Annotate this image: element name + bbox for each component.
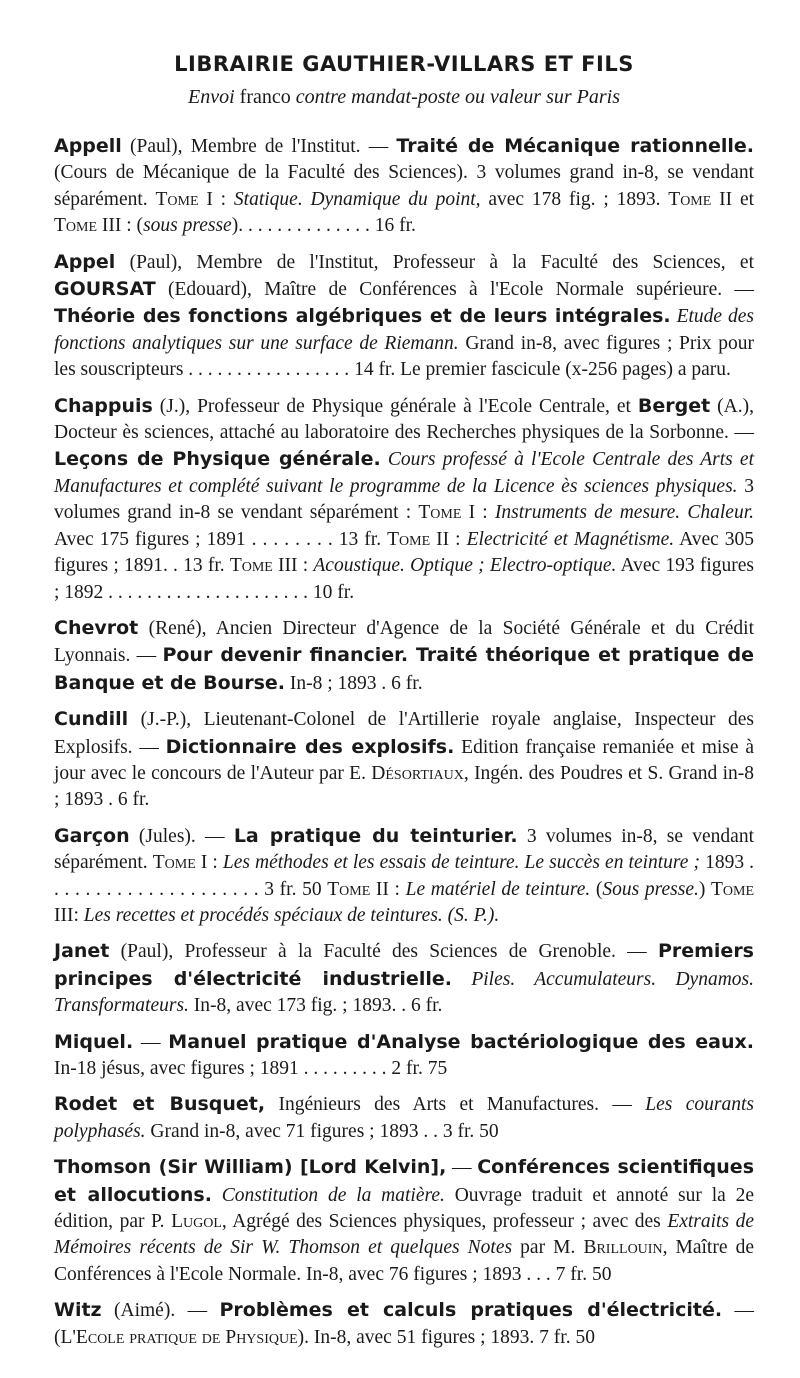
entry-text bbox=[452, 969, 471, 990]
author-name: Witz bbox=[54, 1299, 102, 1322]
entry-text: (J.-P.), Lieutenant-Colonel de l'Artillerie royale anglaise, Inspecteur des Explosifs. — bbox=[54, 709, 754, 758]
italic-text: Le matériel de teinture. bbox=[405, 878, 591, 900]
small-caps-text: Tome II bbox=[668, 188, 733, 210]
author-name: Appel bbox=[54, 250, 116, 273]
catalogue-entries bbox=[54, 133, 754, 1351]
small-caps-text: Tome III bbox=[229, 555, 298, 577]
entry-text: Avec 305 figures ; 1891. . bbox=[54, 528, 755, 577]
price: 13 fr. bbox=[338, 528, 382, 550]
entry-text bbox=[212, 1185, 222, 1206]
entry-text bbox=[381, 449, 388, 470]
entry-text: Grand in-8, avec figures ; Prix pour les souscripteurs . . . . . . . . . . . . . . . . . bbox=[54, 332, 754, 381]
publisher-heading: LIBRAIRIE GAUTHIER-VILLARS ET FILS bbox=[174, 52, 634, 76]
book-title: Conférences scientifiques et allocutions. bbox=[54, 1156, 755, 1206]
small-caps-text: Tome I bbox=[155, 188, 213, 210]
entry-text: ). In-8, avec 51 figures ; 1893. bbox=[297, 1326, 540, 1348]
author-name: GOURSAT bbox=[54, 278, 156, 301]
small-caps-text: Tome I bbox=[418, 502, 476, 524]
entry-text: — ( bbox=[54, 1300, 755, 1348]
franco-word: franco bbox=[239, 86, 291, 108]
entry-text: Grand in-8, avec 71 figures ; 1893 . . bbox=[145, 1120, 443, 1142]
entry-text: : ( bbox=[121, 215, 144, 237]
entry-text: (Cours de Mécanique de la Faculté des Sciences). 3 volumes grand in-8, se vendant séparément. bbox=[54, 162, 754, 210]
author-name: Janet bbox=[54, 940, 110, 963]
entry-text: , Ingén. des Poudres et S. Grand in-8 ; 1893 . bbox=[54, 762, 754, 811]
author-name: Chevrot bbox=[54, 616, 139, 639]
author-name: Rodet et Busquet, bbox=[54, 1093, 266, 1116]
price: 13 fr. bbox=[183, 555, 225, 577]
entry-text: 3 volumes in-8, se vendant séparément. bbox=[54, 825, 754, 874]
italic-text: Instruments de mesure. Chaleur. bbox=[494, 502, 755, 524]
catalogue-entry bbox=[54, 1154, 754, 1288]
entry-text: In-8, avec 173 fig. ; 1893. . bbox=[188, 995, 411, 1017]
book-title: Manuel pratique d'Analyse bactériologique des eaux. bbox=[168, 1030, 754, 1053]
entry-text: et bbox=[732, 188, 755, 210]
book-title: Traité de Mécanique rationnelle. bbox=[396, 135, 755, 157]
price: 6 fr. bbox=[391, 672, 423, 694]
entry-text: , Agrégé des Sciences physiques, professeur ; avec des bbox=[221, 1211, 668, 1233]
catalogue-entry bbox=[54, 938, 754, 1019]
small-caps-text: Tome I bbox=[152, 852, 208, 874]
book-title: Premiers principes d'électricité industrielle. bbox=[54, 940, 754, 990]
entry-text: : bbox=[297, 555, 314, 577]
italic-text: Les recettes et procédés spéciaux de teintures. (S. P.). bbox=[83, 904, 500, 926]
entry-text: ) bbox=[698, 878, 711, 900]
entry-text: (Edouard), Maître de Conférences à l'Ecole Normale supérieure. — bbox=[155, 279, 754, 301]
italic-text: sous presse bbox=[143, 215, 232, 237]
entry-text: (Jules). — bbox=[129, 825, 234, 847]
entry-text: (Paul), Professeur à la Faculté des Sciences de Grenoble. — bbox=[109, 941, 658, 963]
italic-text: Electricité et Magnétisme. bbox=[466, 528, 675, 550]
entry-text: ( bbox=[590, 878, 603, 900]
author-name: Thomson (Sir William) [Lord Kelvin], bbox=[54, 1156, 447, 1179]
entry-text: Le premier fascicule (x-256 pages) a paru. bbox=[395, 359, 731, 381]
small-caps-text: Désortiaux bbox=[371, 762, 464, 784]
entry-text: Avec 175 figures ; 1891 . . . . . . . . bbox=[54, 528, 339, 550]
entry-text: Ingénieurs des Arts et Manufactures. — bbox=[265, 1094, 646, 1116]
italic-text: Constitution de la matière. bbox=[221, 1184, 445, 1206]
italic-text: Les courants polyphasés. bbox=[54, 1094, 754, 1142]
author-name: Berget bbox=[637, 394, 711, 417]
entry-text: In-8 ; 1893 . bbox=[285, 672, 392, 694]
price: 16 fr. bbox=[374, 215, 416, 237]
entry-text: — bbox=[446, 1157, 478, 1179]
small-caps-text: Tome II bbox=[387, 528, 450, 550]
catalogue-entry bbox=[54, 393, 754, 606]
small-caps-text: Tome III bbox=[54, 878, 755, 926]
price: 6 fr. bbox=[117, 789, 150, 811]
author-name: Cundill bbox=[54, 708, 129, 731]
book-title: Leçons de Physique générale. bbox=[54, 448, 381, 471]
catalogue-entry bbox=[54, 133, 754, 240]
entry-text: : bbox=[388, 878, 406, 900]
entry-text: 1893 . . . . . . . . . . . . . . . . . . . . . bbox=[54, 852, 755, 900]
author-name: Appell bbox=[54, 135, 122, 157]
author-name: Garçon bbox=[54, 824, 130, 847]
book-title: Théorie des fonctions algébriques et de leurs intégrales. bbox=[54, 305, 671, 328]
entry-text: , Maître de Conférences à l'Ecole Normale. In-8, avec 76 figures ; 1893 . . . bbox=[54, 1237, 754, 1285]
small-caps-text: L'Ecole pratique de Physique bbox=[60, 1326, 298, 1348]
entry-text: Edition française remaniée et mise à jour avec le concours de l'Auteur par E. bbox=[54, 736, 754, 784]
catalogue-entry bbox=[54, 1091, 754, 1145]
small-caps-text: Tome II bbox=[327, 878, 389, 900]
entry-text: : bbox=[475, 502, 495, 524]
entry-text: : bbox=[73, 904, 84, 926]
italic-text: Sous presse. bbox=[602, 878, 699, 900]
italic-text: Cours professé à l'Ecole Centrale des Arts et Manufactures et complété suivant le programme de la Licence ès sciences physiques. bbox=[54, 449, 754, 497]
entry-text: (Paul), Membre de l'Institut, Professeur à la Faculté des Sciences, et bbox=[115, 251, 754, 273]
entry-text: (René), Ancien Directeur d'Agence de la Société Générale et du Crédit Lyonnais. — bbox=[54, 617, 754, 667]
entry-text: par M. bbox=[512, 1237, 584, 1259]
entry-text: : bbox=[449, 528, 467, 550]
author-name: Chappuis bbox=[54, 394, 153, 417]
entry-text: (Paul), Membre de l'Institut. — bbox=[121, 136, 397, 157]
small-caps-text: Brillouin bbox=[583, 1237, 663, 1259]
entry-text: (A.), Docteur ès sciences, attaché au laboratoire des Recherches physiques de la Sorbonne. — bbox=[54, 395, 754, 444]
entry-text: : bbox=[207, 852, 223, 874]
entry-text: 3 volumes grand in-8 se vendant séparément : bbox=[54, 475, 755, 524]
catalogue-entry bbox=[54, 249, 754, 384]
entry-text: (Aimé). — bbox=[101, 1300, 220, 1322]
catalogue-entry bbox=[54, 706, 754, 814]
italic-text: Extraits de Mémoires récents de Sir W. Thomson et quelques Notes bbox=[54, 1211, 754, 1259]
price: 7 fr. 50 bbox=[539, 1326, 595, 1348]
payment-terms: contre mandat-poste ou valeur sur Paris bbox=[295, 86, 620, 108]
price: 14 fr. bbox=[354, 359, 396, 381]
small-caps-text: Tome III bbox=[54, 215, 122, 237]
price: 6 fr. bbox=[410, 995, 443, 1017]
price: 3 fr. 50 bbox=[264, 878, 322, 900]
italic-text: Piles. Accumulateurs. Dynamos. Transformateurs. bbox=[54, 968, 754, 1017]
entry-text: ). . . . . . . . . . . . . . bbox=[231, 215, 375, 237]
entry-text: (J.), Professeur de Physique générale à l'Ecole Centrale, et bbox=[152, 395, 638, 417]
author-name: Miquel. bbox=[54, 1030, 134, 1053]
page-header bbox=[54, 52, 754, 109]
italic-text: Les méthodes et les essais de teinture. Le succès en teinture ; bbox=[222, 852, 701, 874]
book-title: Pour devenir financier. Traité théorique et pratique de Banque et de Bourse. bbox=[54, 644, 754, 694]
book-title: La pratique du teinturier. bbox=[233, 824, 518, 847]
book-title: Problèmes et calculs pratiques d'électricité. bbox=[219, 1299, 723, 1322]
price: 10 fr. bbox=[312, 581, 355, 603]
entry-text: Avec 193 figures ; 1892 . . . . . . . . . . . . . . . . . . . . . bbox=[54, 555, 754, 603]
entry-text: : bbox=[212, 188, 234, 210]
italic-text: Etude des fonctions analytiques sur une surface de Riemann. bbox=[54, 306, 754, 354]
italic-text: Statique. Dynamique du point, bbox=[233, 188, 481, 210]
catalogue-entry bbox=[54, 823, 754, 930]
entry-text: In-18 jésus, avec figures ; 1891 . . . . . . . . . bbox=[54, 1058, 392, 1079]
entry-text: — bbox=[133, 1031, 169, 1053]
small-caps-text: Lugol bbox=[171, 1211, 222, 1233]
catalogue-entry bbox=[54, 1029, 754, 1083]
book-title: Dictionnaire des explosifs. bbox=[165, 735, 455, 758]
price: 2 fr. 75 bbox=[391, 1058, 448, 1079]
envoi-word: Envoi bbox=[188, 86, 235, 108]
catalogue-entry bbox=[54, 615, 754, 697]
shipping-note bbox=[54, 86, 754, 109]
italic-text: Acoustique. Optique ; Electro-optique. bbox=[313, 555, 617, 577]
price: 3 fr. 50 bbox=[442, 1120, 499, 1142]
entry-text: avec 178 fig. ; 1893. bbox=[480, 188, 669, 210]
catalogue-entry bbox=[54, 1297, 754, 1351]
price: 7 fr. 50 bbox=[555, 1263, 612, 1285]
entry-text: Ouvrage traduit et annoté sur la 2e édition, par P. bbox=[54, 1184, 754, 1233]
